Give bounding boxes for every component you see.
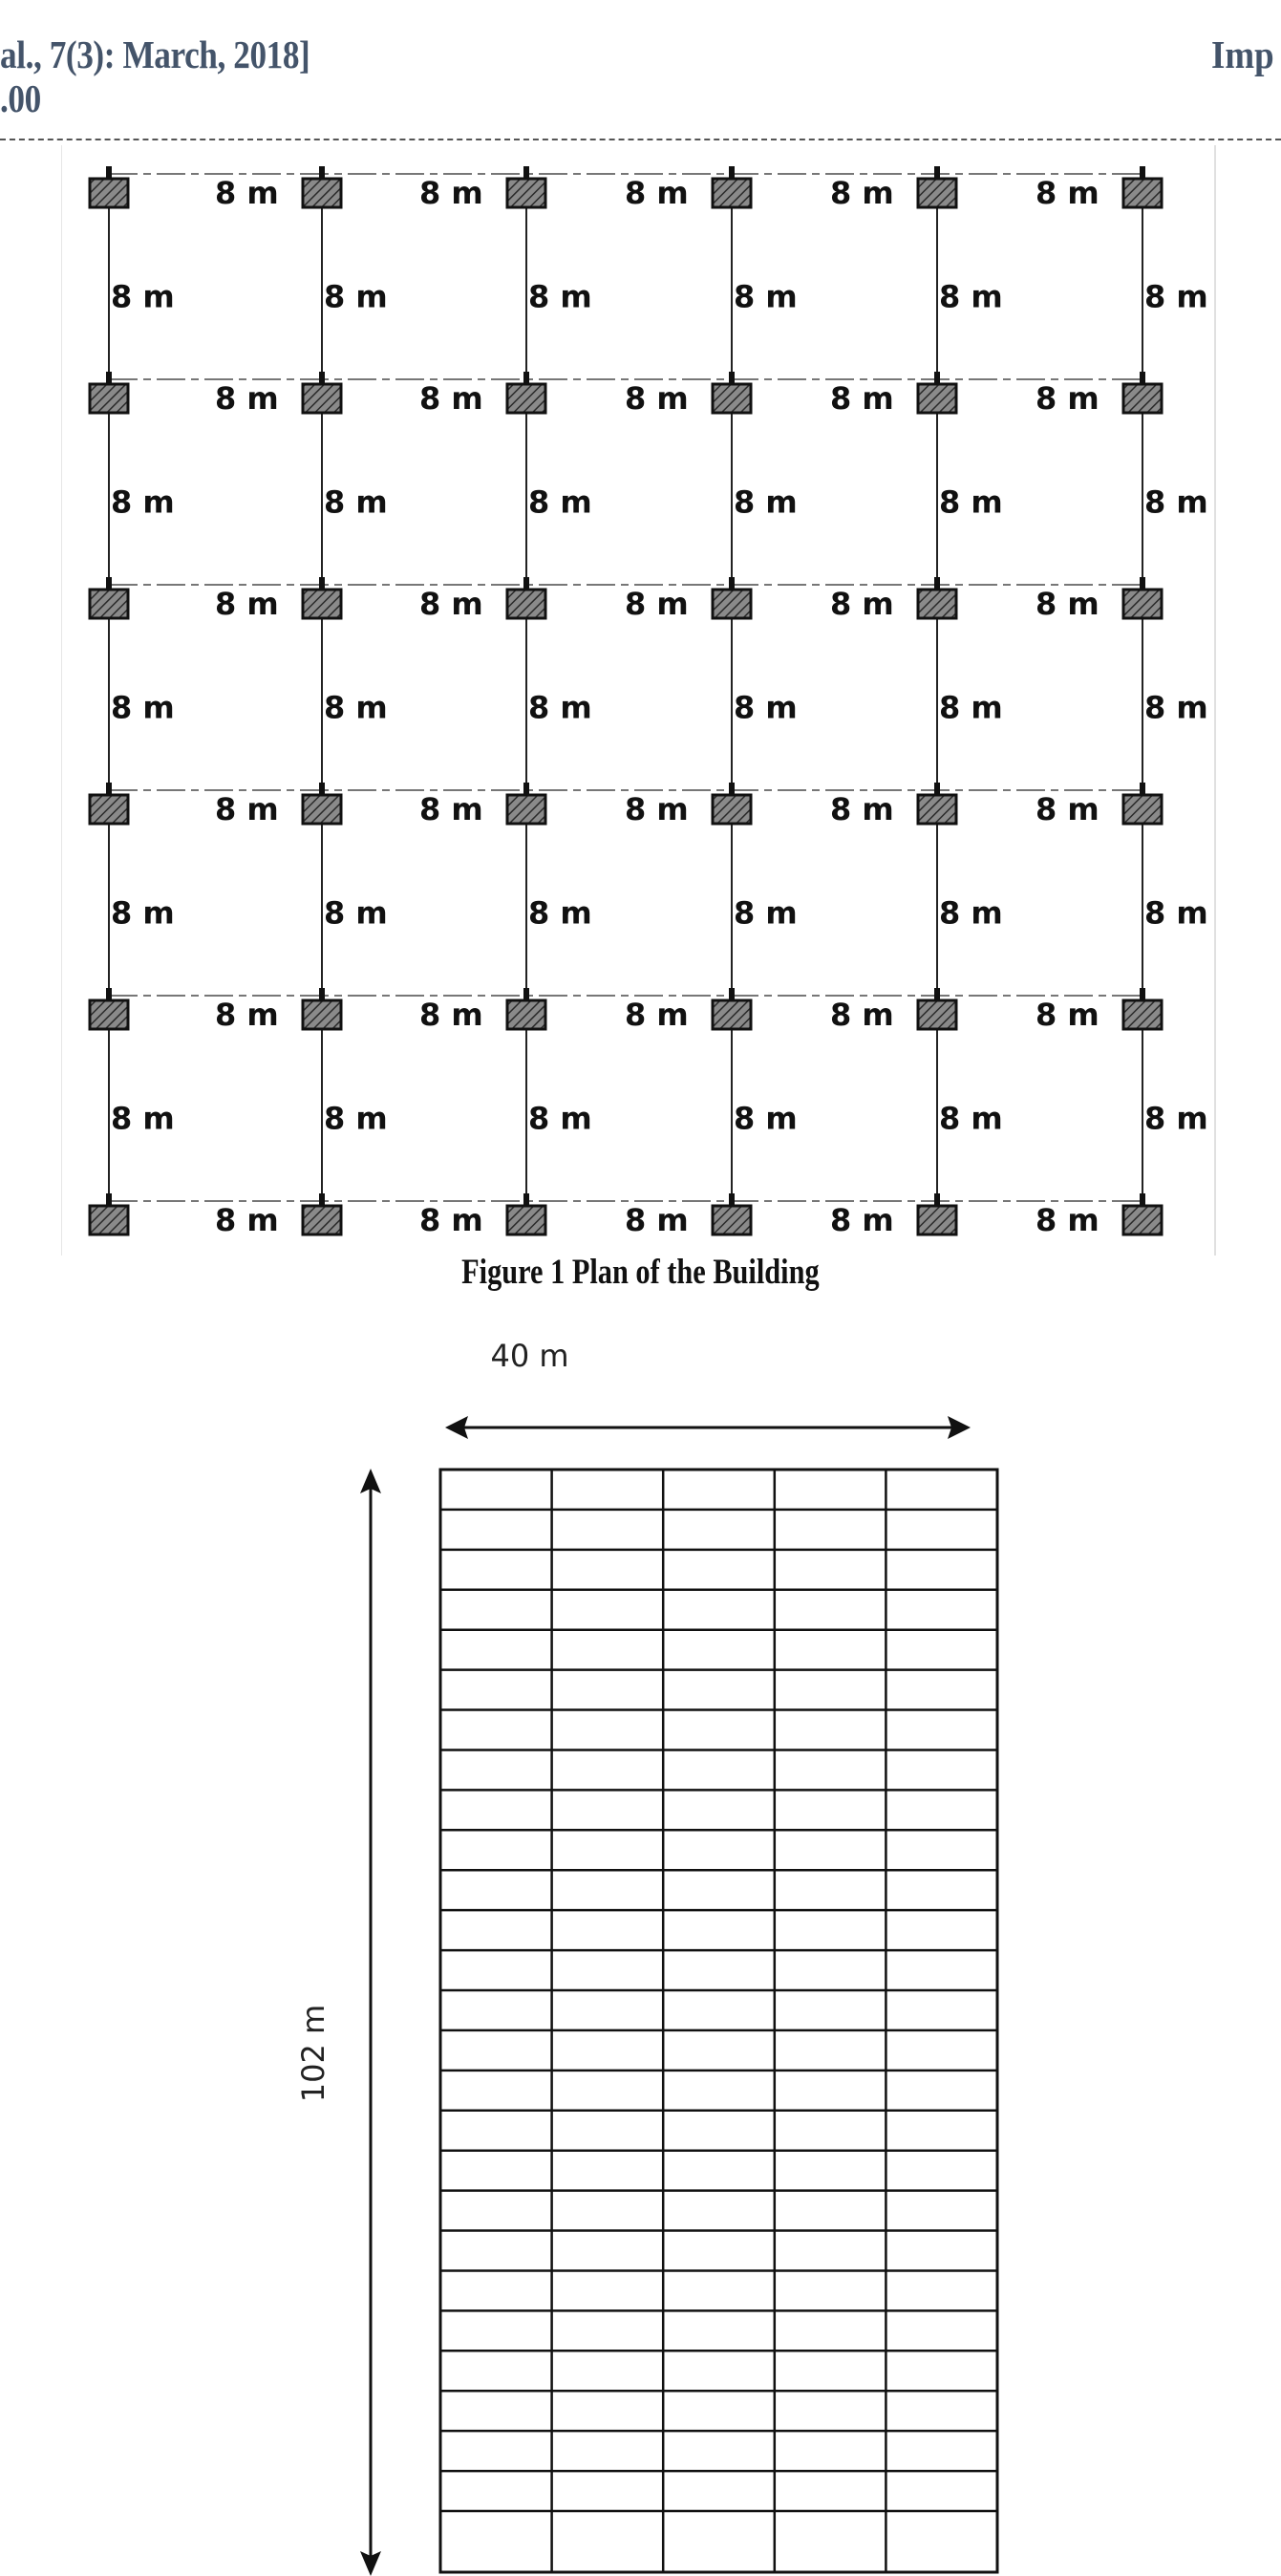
bay-dimension-label: 8 m bbox=[111, 278, 175, 315]
bay-dimension-label: 8 m bbox=[830, 175, 894, 211]
bay-dimension-label: 8 m bbox=[830, 586, 894, 622]
bay-dimension-label: 8 m bbox=[215, 586, 279, 622]
bay-dimension-label: 8 m bbox=[625, 1202, 689, 1238]
header-citation: al., 7(3): March, 2018] bbox=[0, 32, 310, 76]
bay-dimension-label: 8 m bbox=[1035, 380, 1100, 417]
bay-dimension-label: 8 m bbox=[324, 483, 388, 521]
bay-dimension-label: 8 m bbox=[830, 997, 894, 1033]
bay-dimension-label: 8 m bbox=[419, 1202, 483, 1238]
bay-dimension-label: 8 m bbox=[1144, 1100, 1208, 1137]
width-dimension-arrow bbox=[445, 1416, 971, 1439]
bay-dimension-label: 8 m bbox=[528, 278, 592, 315]
bay-dimension-label: 8 m bbox=[528, 689, 592, 726]
bay-dimension-label: 8 m bbox=[939, 483, 1003, 521]
bay-dimension-label: 8 m bbox=[939, 689, 1003, 726]
bay-dimension-label: 8 m bbox=[111, 1100, 175, 1137]
bay-dimension-label: 8 m bbox=[939, 894, 1003, 932]
bay-dimension-label: 8 m bbox=[1144, 689, 1208, 726]
bay-dimension-label: 8 m bbox=[419, 175, 483, 211]
caption-text: Figure 1 Plan of the Building bbox=[461, 1253, 820, 1292]
width-label-text: 40 m bbox=[490, 1338, 569, 1374]
bay-dimension-label: 8 m bbox=[215, 380, 279, 417]
header-divider bbox=[0, 139, 1281, 140]
bay-dimension-label: 8 m bbox=[625, 380, 689, 417]
bay-dimension-label: 8 m bbox=[324, 894, 388, 932]
running-header-right: Imp bbox=[1211, 32, 1274, 76]
bay-dimension-label: 8 m bbox=[939, 1100, 1003, 1137]
bay-dimension-label: 8 m bbox=[1144, 894, 1208, 932]
bay-dimension-label: 8 m bbox=[1144, 483, 1208, 521]
bay-dimension-label: 8 m bbox=[1035, 175, 1100, 211]
bay-dimension-label: 8 m bbox=[734, 894, 798, 932]
bay-dimension-label: 8 m bbox=[419, 791, 483, 827]
bay-dimension-label: 8 m bbox=[324, 278, 388, 315]
bay-dimension-label: 8 m bbox=[419, 380, 483, 417]
bay-dimension-label: 8 m bbox=[939, 278, 1003, 315]
running-header-left bbox=[0, 32, 310, 120]
figure-1-building-plan bbox=[61, 145, 1217, 1256]
bay-dimension-label: 8 m bbox=[625, 586, 689, 622]
bay-dimension-label: 8 m bbox=[528, 1100, 592, 1137]
bay-dimension-label: 8 m bbox=[528, 894, 592, 932]
bay-dimension-label: 8 m bbox=[625, 175, 689, 211]
bay-dimension-label: 8 m bbox=[830, 1202, 894, 1238]
bay-dimension-label: 8 m bbox=[1144, 278, 1208, 315]
figure-2-grid-diagram bbox=[0, 1319, 1281, 2576]
bay-dimension-label: 8 m bbox=[419, 997, 483, 1033]
bay-dimension-label: 8 m bbox=[734, 689, 798, 726]
bay-dimension-label: 8 m bbox=[625, 791, 689, 827]
bay-dimension-label: 8 m bbox=[734, 1100, 798, 1137]
bay-dimension-label: 8 m bbox=[324, 1100, 388, 1137]
bay-dimension-label: 8 m bbox=[734, 483, 798, 521]
bay-dimension-label: 8 m bbox=[215, 1202, 279, 1238]
height-dimension-arrow bbox=[360, 1469, 381, 2576]
bay-dimension-label: 8 m bbox=[111, 894, 175, 932]
height-dimension-label: 102 m bbox=[295, 2004, 331, 2103]
bay-dimension-label: 8 m bbox=[419, 586, 483, 622]
bay-dimension-label: 8 m bbox=[830, 380, 894, 417]
header-impact-value: .00 bbox=[0, 76, 41, 120]
bay-dimension-label: 8 m bbox=[1035, 997, 1100, 1033]
bay-dimension-label: 8 m bbox=[1035, 1202, 1100, 1238]
bay-dimension-label: 8 m bbox=[215, 791, 279, 827]
bay-dimension-label: 8 m bbox=[215, 175, 279, 211]
bay-dimension-label: 8 m bbox=[215, 997, 279, 1033]
bay-dimension-label: 8 m bbox=[830, 791, 894, 827]
bay-dimension-label: 8 m bbox=[734, 278, 798, 315]
bay-dimension-label: 8 m bbox=[324, 689, 388, 726]
bay-dimension-label: 8 m bbox=[528, 483, 592, 521]
building-grid bbox=[440, 1470, 997, 2572]
bay-dimension-label: 8 m bbox=[1035, 791, 1100, 827]
bay-dimension-label: 8 m bbox=[625, 997, 689, 1033]
bay-dimension-label: 8 m bbox=[111, 689, 175, 726]
bay-dimension-label: 8 m bbox=[111, 483, 175, 521]
figure-1-caption bbox=[0, 1252, 1281, 1294]
bay-dimension-label: 8 m bbox=[1035, 586, 1100, 622]
